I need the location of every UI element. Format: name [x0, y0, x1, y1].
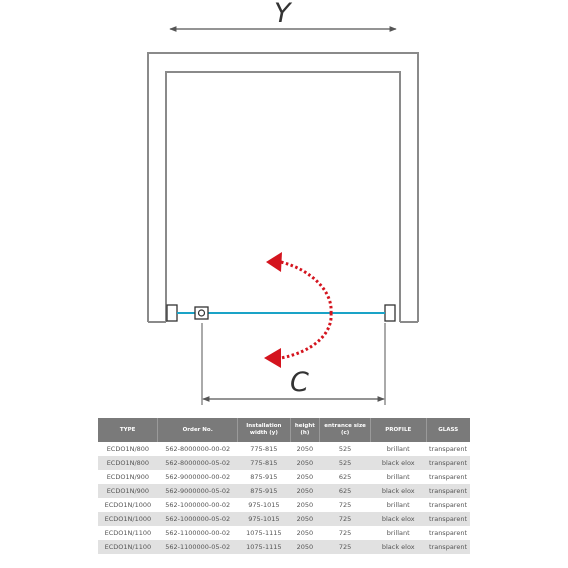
table-row	[98, 526, 470, 540]
cell-entrance-size: 625	[320, 484, 371, 498]
cell-height: 2050	[290, 456, 320, 470]
table-row	[98, 484, 470, 498]
cell-entrance-size: 725	[320, 526, 371, 540]
cell-order-no: 562-1100000-05-02	[158, 540, 238, 554]
header-order-no: Order No.	[158, 418, 238, 442]
cell-height: 2050	[290, 470, 320, 484]
cell-profile: brillant	[370, 498, 426, 512]
left-wall-profile	[167, 305, 177, 321]
cell-installation-width: 875-915	[238, 484, 290, 498]
cell-order-no: 562-1100000-00-02	[158, 526, 238, 540]
cell-order-no: 562-1000000-00-02	[158, 498, 238, 512]
cell-installation-width: 775-815	[238, 442, 290, 456]
cell-order-no: 562-8000000-00-02	[158, 442, 238, 456]
header-entrance-size: entrance size (c)	[320, 418, 371, 442]
width-dimension-label: Y	[274, 0, 291, 29]
cell-type: ECDO1N/1000	[98, 512, 158, 526]
cell-entrance-size: 525	[320, 456, 371, 470]
cell-height: 2050	[290, 442, 320, 456]
cell-type: ECDO1N/900	[98, 484, 158, 498]
cell-entrance-size: 625	[320, 470, 371, 484]
cell-glass: transparent	[426, 512, 470, 526]
cell-installation-width: 975-1015	[238, 498, 290, 512]
inner-wall-frame	[166, 72, 400, 322]
cell-order-no: 562-1000000-05-02	[158, 512, 238, 526]
table-row	[98, 442, 470, 456]
cell-type: ECDO1N/900	[98, 470, 158, 484]
cell-installation-width: 875-915	[238, 470, 290, 484]
cell-installation-width: 1075-1115	[238, 526, 290, 540]
door-swing-arrowhead-inward	[266, 252, 282, 272]
cell-height: 2050	[290, 484, 320, 498]
cell-entrance-size: 525	[320, 442, 371, 456]
cell-order-no: 562-9000000-05-02	[158, 484, 238, 498]
door-swing-arc-inward	[281, 262, 331, 313]
table-row	[98, 540, 470, 554]
cell-profile: brillant	[370, 442, 426, 456]
door-swing-arrowhead-outward	[264, 348, 281, 368]
outer-wall-frame	[148, 53, 418, 322]
cell-profile: black elox	[370, 540, 426, 554]
header-glass: GLASS	[426, 418, 470, 442]
cell-glass: transparent	[426, 498, 470, 512]
header-type: TYPE	[98, 418, 158, 442]
table-header-row	[98, 418, 470, 442]
door-swing-arc-outward	[281, 313, 331, 358]
table-row	[98, 512, 470, 526]
entrance-dimension-label: C	[290, 367, 309, 398]
cell-profile: black elox	[370, 484, 426, 498]
cell-type: ECDO1N/1100	[98, 540, 158, 554]
cell-profile: brillant	[370, 470, 426, 484]
cell-glass: transparent	[426, 484, 470, 498]
cell-glass: transparent	[426, 456, 470, 470]
cell-height: 2050	[290, 512, 320, 526]
cell-height: 2050	[290, 540, 320, 554]
cell-type: ECDO1N/800	[98, 442, 158, 456]
cell-profile: black elox	[370, 456, 426, 470]
cell-type: ECDO1N/800	[98, 456, 158, 470]
cell-order-no: 562-8000000-05-02	[158, 456, 238, 470]
cell-glass: transparent	[426, 526, 470, 540]
hinge	[195, 307, 208, 319]
cell-glass: transparent	[426, 470, 470, 484]
table-row	[98, 470, 470, 484]
cell-height: 2050	[290, 498, 320, 512]
right-wall-profile	[385, 305, 395, 321]
cell-order-no: 562-9000000-00-02	[158, 470, 238, 484]
cell-type: ECDO1N/1100	[98, 526, 158, 540]
table-row	[98, 456, 470, 470]
header-height: height (h)	[290, 418, 320, 442]
specification-table	[98, 418, 470, 554]
cell-entrance-size: 725	[320, 512, 371, 526]
cell-glass: transparent	[426, 442, 470, 456]
cell-height: 2050	[290, 526, 320, 540]
header-installation-width: Installation width (y)	[238, 418, 290, 442]
cell-profile: brillant	[370, 526, 426, 540]
cell-installation-width: 775-815	[238, 456, 290, 470]
cell-installation-width: 975-1015	[238, 512, 290, 526]
header-profile: PROFILE	[370, 418, 426, 442]
cell-installation-width: 1075-1115	[238, 540, 290, 554]
cell-glass: transparent	[426, 540, 470, 554]
cell-entrance-size: 725	[320, 540, 371, 554]
cell-profile: black elox	[370, 512, 426, 526]
cell-type: ECDO1N/1000	[98, 498, 158, 512]
table-row	[98, 498, 470, 512]
cell-entrance-size: 725	[320, 498, 371, 512]
